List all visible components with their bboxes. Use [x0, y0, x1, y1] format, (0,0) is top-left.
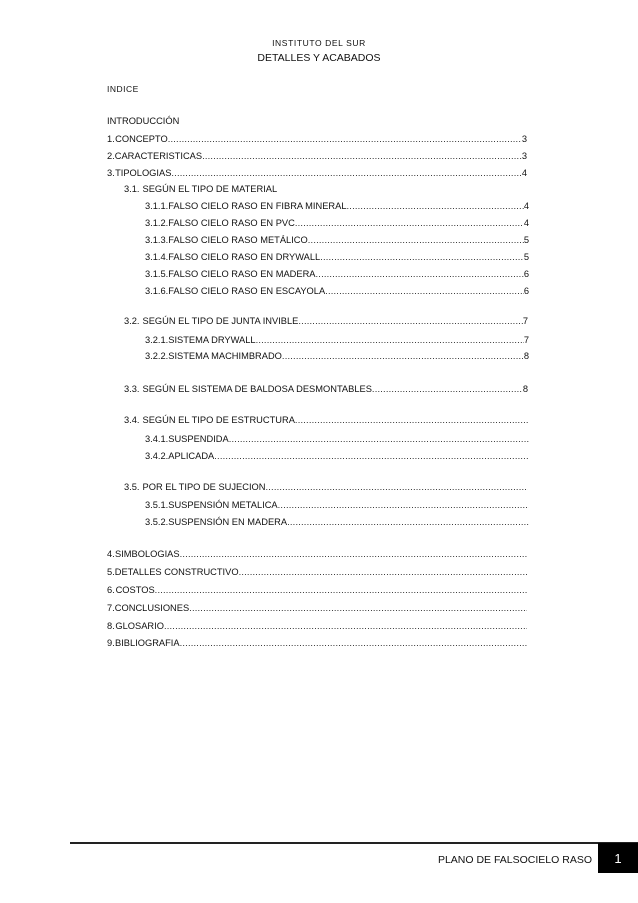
toc-entry-label: GLOSARIO — [115, 621, 164, 631]
toc-entry-label: FALSO CIELO RASO METÁLICO — [168, 235, 308, 245]
toc-entry[interactable] — [107, 150, 527, 163]
header-subject: DETALLES Y ACABADOS — [257, 52, 381, 64]
toc-entry-number: 3.2.2. — [145, 351, 169, 361]
toc-dot-leader — [180, 548, 527, 561]
toc-entry-number: 4. — [107, 549, 115, 559]
toc-entry-number: 3.4.2. — [145, 451, 169, 461]
toc-entry[interactable] — [145, 251, 529, 264]
toc-entry-number: 3.4. — [124, 415, 140, 425]
toc-dot-leader — [168, 133, 522, 146]
toc-entry-label: DETALLES CONSTRUCTIVO — [114, 567, 239, 577]
toc-dot-leader — [295, 414, 528, 427]
toc-dot-leader — [325, 285, 524, 298]
toc-entry-label: SISTEMA DRYWALL — [168, 335, 256, 345]
toc-entry[interactable] — [124, 383, 528, 396]
toc-dot-leader — [282, 350, 524, 363]
toc-entry-label: SUSPENSIÓN EN MADERA — [168, 517, 288, 527]
toc-entry[interactable] — [107, 637, 527, 650]
toc-entry-number: 3.1.4. — [145, 252, 169, 262]
toc-entry-number: 1. — [107, 134, 115, 144]
toc-entry[interactable] — [145, 334, 529, 347]
toc-entry-number: 2. — [107, 151, 115, 161]
toc-entry-label: FALSO CIELO RASO EN PVC — [168, 218, 295, 228]
toc-entry[interactable] — [124, 414, 528, 427]
toc-entry-page: 4 — [523, 201, 529, 211]
toc-entry-label: TIPOLOGIAS — [115, 168, 172, 178]
toc-entry-number: 3.2. — [124, 316, 140, 326]
footer-title: PLANO DE FALSOCIELO RASO — [437, 854, 592, 866]
toc-entry-number: 5. — [107, 567, 115, 577]
toc-dot-leader — [347, 200, 524, 213]
toc-entry-label: CONCEPTO — [115, 134, 168, 144]
toc-entry-label: CARACTERISTICAS — [114, 151, 203, 161]
toc-dot-leader — [265, 481, 528, 494]
toc-entry-label: INTRODUCCIÓN — [107, 116, 180, 126]
page-number: 1 — [614, 850, 622, 866]
toc-dot-leader — [320, 251, 524, 264]
toc-entry-label: SEGÚN EL TIPO DE JUNTA INVIBLE — [142, 316, 299, 326]
toc-entry[interactable] — [145, 499, 529, 512]
toc-entry-number: 3.1.5. — [145, 269, 169, 279]
toc-dot-leader — [189, 602, 527, 615]
toc-entry[interactable] — [145, 516, 529, 529]
toc-entry-label: SUSPENSIÓN METALICA — [168, 500, 278, 510]
toc-entry[interactable] — [107, 620, 527, 633]
toc-entry[interactable] — [107, 167, 527, 180]
toc-entry-label: POR EL TIPO DE SUJECION — [142, 482, 266, 492]
toc-entry-label: SEGÚN EL SISTEMA DE BALDOSA DESMONTABLES — [142, 384, 372, 394]
toc-dot-leader — [164, 620, 527, 633]
toc-entry[interactable] — [145, 285, 529, 298]
toc-entry-label: COSTOS — [115, 585, 155, 595]
toc-dot-leader — [278, 499, 529, 512]
toc-entry-page: 3 — [521, 151, 527, 161]
toc-entry[interactable] — [124, 481, 528, 494]
index-title: INDICE — [107, 84, 139, 94]
toc-entry[interactable] — [107, 548, 527, 561]
toc-dot-leader — [298, 315, 522, 328]
toc-entry-number: 3.2.1. — [145, 335, 169, 345]
toc-entry-label: BIBLIOGRAFIA — [115, 638, 180, 648]
toc-entry[interactable] — [107, 115, 527, 128]
toc-dot-leader — [214, 450, 529, 463]
toc-entry-number: 3.5.1. — [145, 500, 169, 510]
toc-dot-leader — [202, 150, 522, 163]
toc-dot-leader — [180, 637, 527, 650]
toc-entry-number: 3.4.1. — [145, 434, 169, 444]
footer-rule — [70, 842, 638, 844]
toc-dot-leader — [316, 268, 524, 281]
toc-entry[interactable] — [107, 566, 527, 579]
toc-entry-page: 5 — [523, 252, 529, 262]
toc-entry[interactable] — [145, 450, 529, 463]
toc-entry-label: APLICADA — [168, 451, 215, 461]
toc-dot-leader — [229, 433, 529, 446]
toc-entry-label: SEGÚN EL TIPO DE ESTRUCTURA — [142, 415, 295, 425]
toc-entry-label: SIMBOLOGIAS — [115, 549, 180, 559]
toc-dot-leader — [171, 167, 521, 180]
header-institution: INSTITUTO DEL SUR — [272, 38, 366, 48]
toc-entry-page: 6 — [523, 286, 529, 296]
toc-dot-leader — [155, 584, 527, 597]
toc-entry-page: 8 — [523, 351, 529, 361]
toc-dot-leader — [256, 334, 524, 347]
toc-entry-number: 9. — [107, 638, 115, 648]
toc-entry-page: 4 — [523, 218, 529, 228]
toc-entry-page: 6 — [523, 269, 529, 279]
toc-entry-label: FALSO CIELO RASO EN FIBRA MINERAL — [168, 201, 347, 211]
toc-entry[interactable] — [145, 200, 529, 213]
toc-entry-number: 7. — [107, 603, 115, 613]
toc-entry[interactable] — [124, 315, 528, 328]
toc-entry-number: 8. — [107, 621, 115, 631]
toc-entry-page: 4 — [521, 168, 527, 178]
toc-entry[interactable] — [107, 584, 527, 597]
toc-entry-label: FALSO CIELO RASO EN ESCAYOLA — [168, 286, 326, 296]
toc-entry-number: 3.1.3. — [145, 235, 169, 245]
toc-entry-label: SEGÚN EL TIPO DE MATERIAL — [142, 184, 278, 194]
toc-entry[interactable] — [124, 183, 528, 196]
toc-entry[interactable] — [107, 133, 527, 146]
toc-entry-number: 6. — [107, 585, 115, 595]
toc-entry[interactable] — [107, 602, 527, 615]
toc-entry-label: SUSPENDIDA — [168, 434, 229, 444]
toc-entry-number: 3.5.2. — [145, 517, 169, 527]
toc-dot-leader — [308, 234, 524, 247]
toc-entry-number: 3.1.6. — [145, 286, 169, 296]
toc-entry-page: 7 — [523, 335, 529, 345]
toc-entry[interactable] — [145, 433, 529, 446]
toc-entry-label: SISTEMA MACHIMBRADO — [168, 351, 282, 361]
toc-dot-leader — [372, 383, 523, 396]
toc-entry-page: 3 — [521, 134, 527, 144]
toc-dot-leader — [239, 566, 527, 579]
toc-entry-page: 7 — [522, 316, 528, 326]
toc-dot-leader — [295, 217, 524, 230]
toc-entry-number: 3.1. — [124, 184, 140, 194]
toc-entry-number: 3.5. — [124, 482, 140, 492]
toc-entry[interactable] — [145, 217, 529, 230]
toc-entry-number: 3.3. — [124, 384, 140, 394]
toc-entry-page: 8 — [522, 384, 528, 394]
toc-dot-leader — [287, 516, 529, 529]
toc-entry[interactable] — [145, 350, 529, 363]
toc-entry-number: 3.1.2. — [145, 218, 169, 228]
toc-entry-number: 3. — [107, 168, 115, 178]
toc-entry[interactable] — [145, 234, 529, 247]
toc-entry-label: FALSO CIELO RASO EN MADERA — [168, 269, 316, 279]
toc-entry-page: 5 — [523, 235, 529, 245]
toc-entry[interactable] — [145, 268, 529, 281]
toc-entry-number: 3.1.1. — [145, 201, 169, 211]
page-number-badge — [598, 843, 638, 873]
toc-entry-label: CONCLUSIONES — [114, 603, 190, 613]
toc-entry-label: FALSO CIELO RASO EN DRYWALL — [168, 252, 321, 262]
